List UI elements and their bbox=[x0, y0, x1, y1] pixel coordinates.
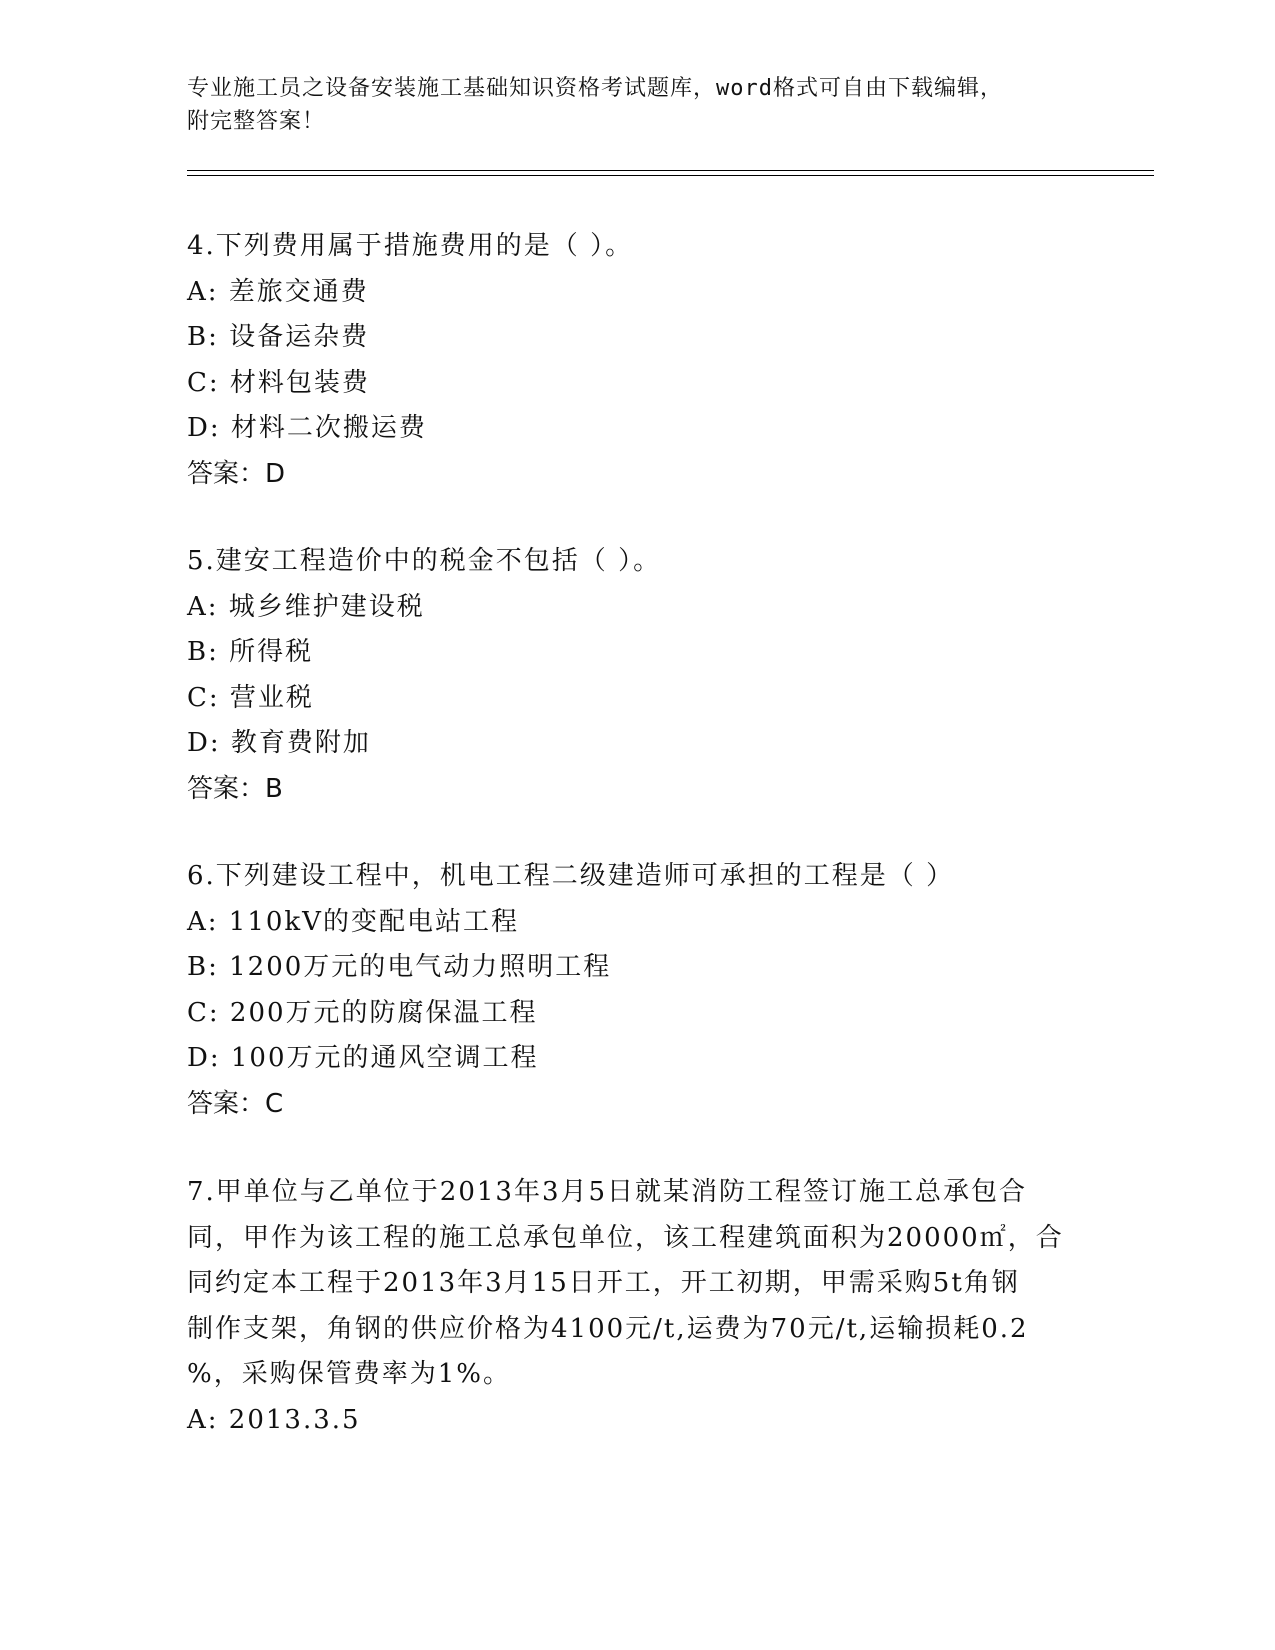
option-b: B: 设备运杂费 bbox=[187, 322, 370, 352]
question-7 bbox=[187, 1170, 1087, 1443]
option-d: D: 教育费附加 bbox=[187, 728, 371, 758]
option-a: A: 110kV的变配电站工程 bbox=[187, 906, 519, 937]
question-stem: 5.建安工程造价中的税金不包括（ ）。 bbox=[187, 546, 662, 576]
question-stem: 4.下列费用属于措施费用的是（ ）。 bbox=[187, 231, 634, 261]
option-a: A: 2013.3.5 bbox=[187, 1404, 361, 1435]
header-line-1: 专业施工员之设备安装施工基础知识资格考试题库，word格式可自由下载编辑， bbox=[187, 76, 1003, 101]
answer-label: 答案：D bbox=[187, 458, 286, 489]
header-line-2: 附完整答案！ bbox=[187, 109, 326, 134]
answer-label: 答案：B bbox=[187, 773, 283, 804]
question-stem-line: 7.甲单位与乙单位于2013年3月5日就某消防工程签订施工总承包合 bbox=[187, 1177, 1028, 1207]
question-5 bbox=[187, 539, 1087, 812]
question-stem-line: 同约定本工程于2013年3月15日开工，开工初期，甲需采购5t角钢 bbox=[187, 1268, 1020, 1298]
option-c: C: 营业税 bbox=[187, 682, 314, 713]
option-b: B: 1200万元的电气动力照明工程 bbox=[187, 952, 612, 982]
question-stem-line: 同，甲作为该工程的施工总承包单位，该工程建筑面积为20000㎡，合 bbox=[187, 1222, 1064, 1253]
option-c: C: 200万元的防腐保温工程 bbox=[187, 997, 538, 1028]
option-c: C: 材料包装费 bbox=[187, 367, 370, 398]
header-divider-top bbox=[187, 170, 1154, 171]
option-b: B: 所得税 bbox=[187, 637, 314, 667]
option-a: A: 城乡维护建设税 bbox=[187, 591, 425, 622]
question-stem: 6.下列建设工程中，机电工程二级建造师可承担的工程是（ ） bbox=[187, 861, 955, 891]
option-a: A: 差旅交通费 bbox=[187, 276, 369, 307]
document-header bbox=[187, 72, 1087, 138]
question-6 bbox=[187, 854, 1087, 1127]
option-d: D: 材料二次搬运费 bbox=[187, 413, 427, 443]
question-stem-line: %，采购保管费率为1%。 bbox=[187, 1359, 511, 1389]
answer-label: 答案：C bbox=[187, 1088, 284, 1119]
header-divider-bottom bbox=[187, 175, 1154, 176]
question-stem-line: 制作支架，角钢的供应价格为4100元/t,运费为70元/t,运输损耗0.2 bbox=[187, 1313, 1029, 1344]
question-4 bbox=[187, 224, 1087, 497]
option-d: D: 100万元的通风空调工程 bbox=[187, 1043, 539, 1073]
